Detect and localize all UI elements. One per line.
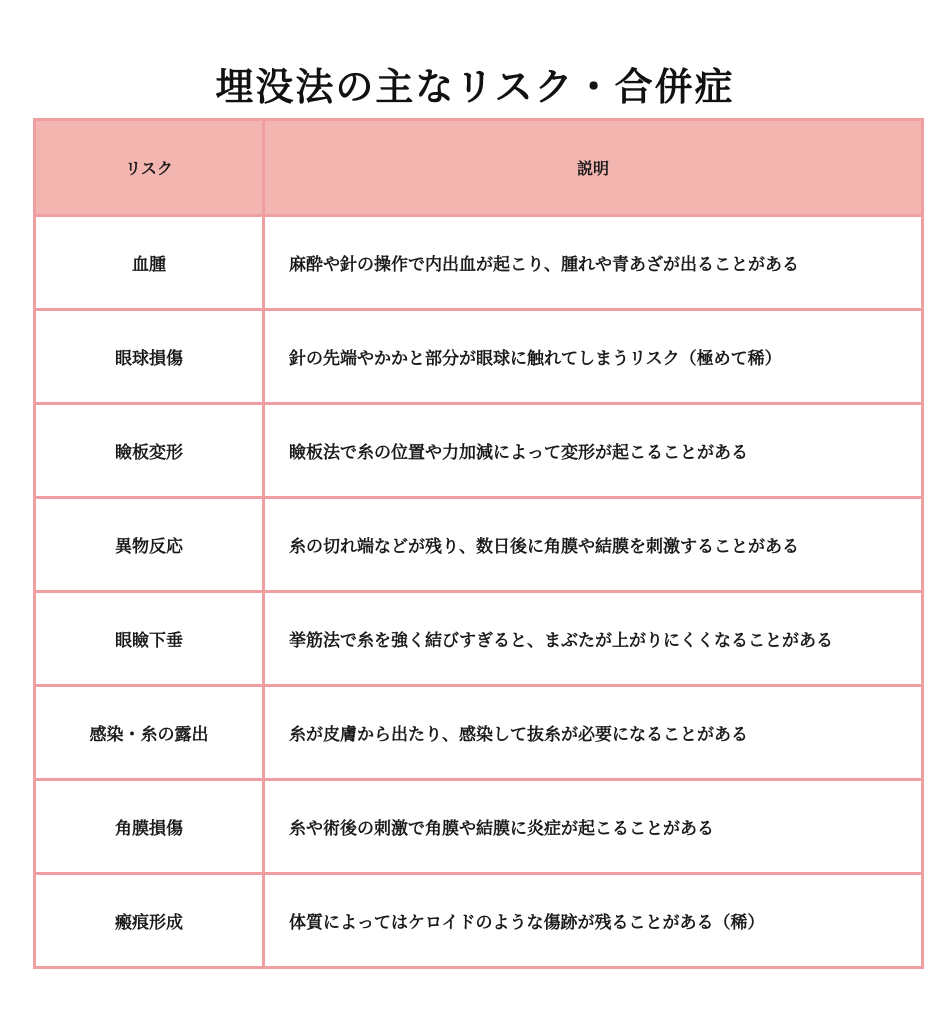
column-header-risk: リスク	[35, 120, 264, 216]
table-row	[35, 874, 923, 968]
risk-table	[33, 118, 924, 969]
risk-cell: 血腫	[35, 216, 264, 310]
risk-cell: 瘢痕形成	[35, 874, 264, 968]
table-row	[35, 498, 923, 592]
column-header-description: 説明	[264, 120, 923, 216]
risk-cell: 異物反応	[35, 498, 264, 592]
table-row	[35, 686, 923, 780]
table-row	[35, 216, 923, 310]
description-cell: 麻酔や針の操作で内出血が起こり、腫れや青あざが出ることがある	[264, 216, 923, 310]
table-row	[35, 310, 923, 404]
description-cell: 瞼板法で糸の位置や力加減によって変形が起こることがある	[264, 404, 923, 498]
table-header-row	[35, 120, 923, 216]
description-cell: 挙筋法で糸を強く結びすぎると、まぶたが上がりにくくなることがある	[264, 592, 923, 686]
table-row	[35, 780, 923, 874]
page-title: 埋没法の主なリスク・合併症	[215, 65, 735, 110]
description-cell: 糸が皮膚から出たり、感染して抜糸が必要になることがある	[264, 686, 923, 780]
description-cell: 糸や術後の刺激で角膜や結膜に炎症が起こることがある	[264, 780, 923, 874]
table-row	[35, 592, 923, 686]
table-row	[35, 404, 923, 498]
risk-cell: 感染・糸の露出	[35, 686, 264, 780]
description-cell: 体質によってはケロイドのような傷跡が残ることがある（稀）	[264, 874, 923, 968]
risk-cell: 角膜損傷	[35, 780, 264, 874]
risk-cell: 眼瞼下垂	[35, 592, 264, 686]
description-cell: 糸の切れ端などが残り、数日後に角膜や結膜を刺激することがある	[264, 498, 923, 592]
risk-cell: 眼球損傷	[35, 310, 264, 404]
risk-cell: 瞼板変形	[35, 404, 264, 498]
description-cell: 針の先端やかかと部分が眼球に触れてしまうリスク（極めて稀）	[264, 310, 923, 404]
